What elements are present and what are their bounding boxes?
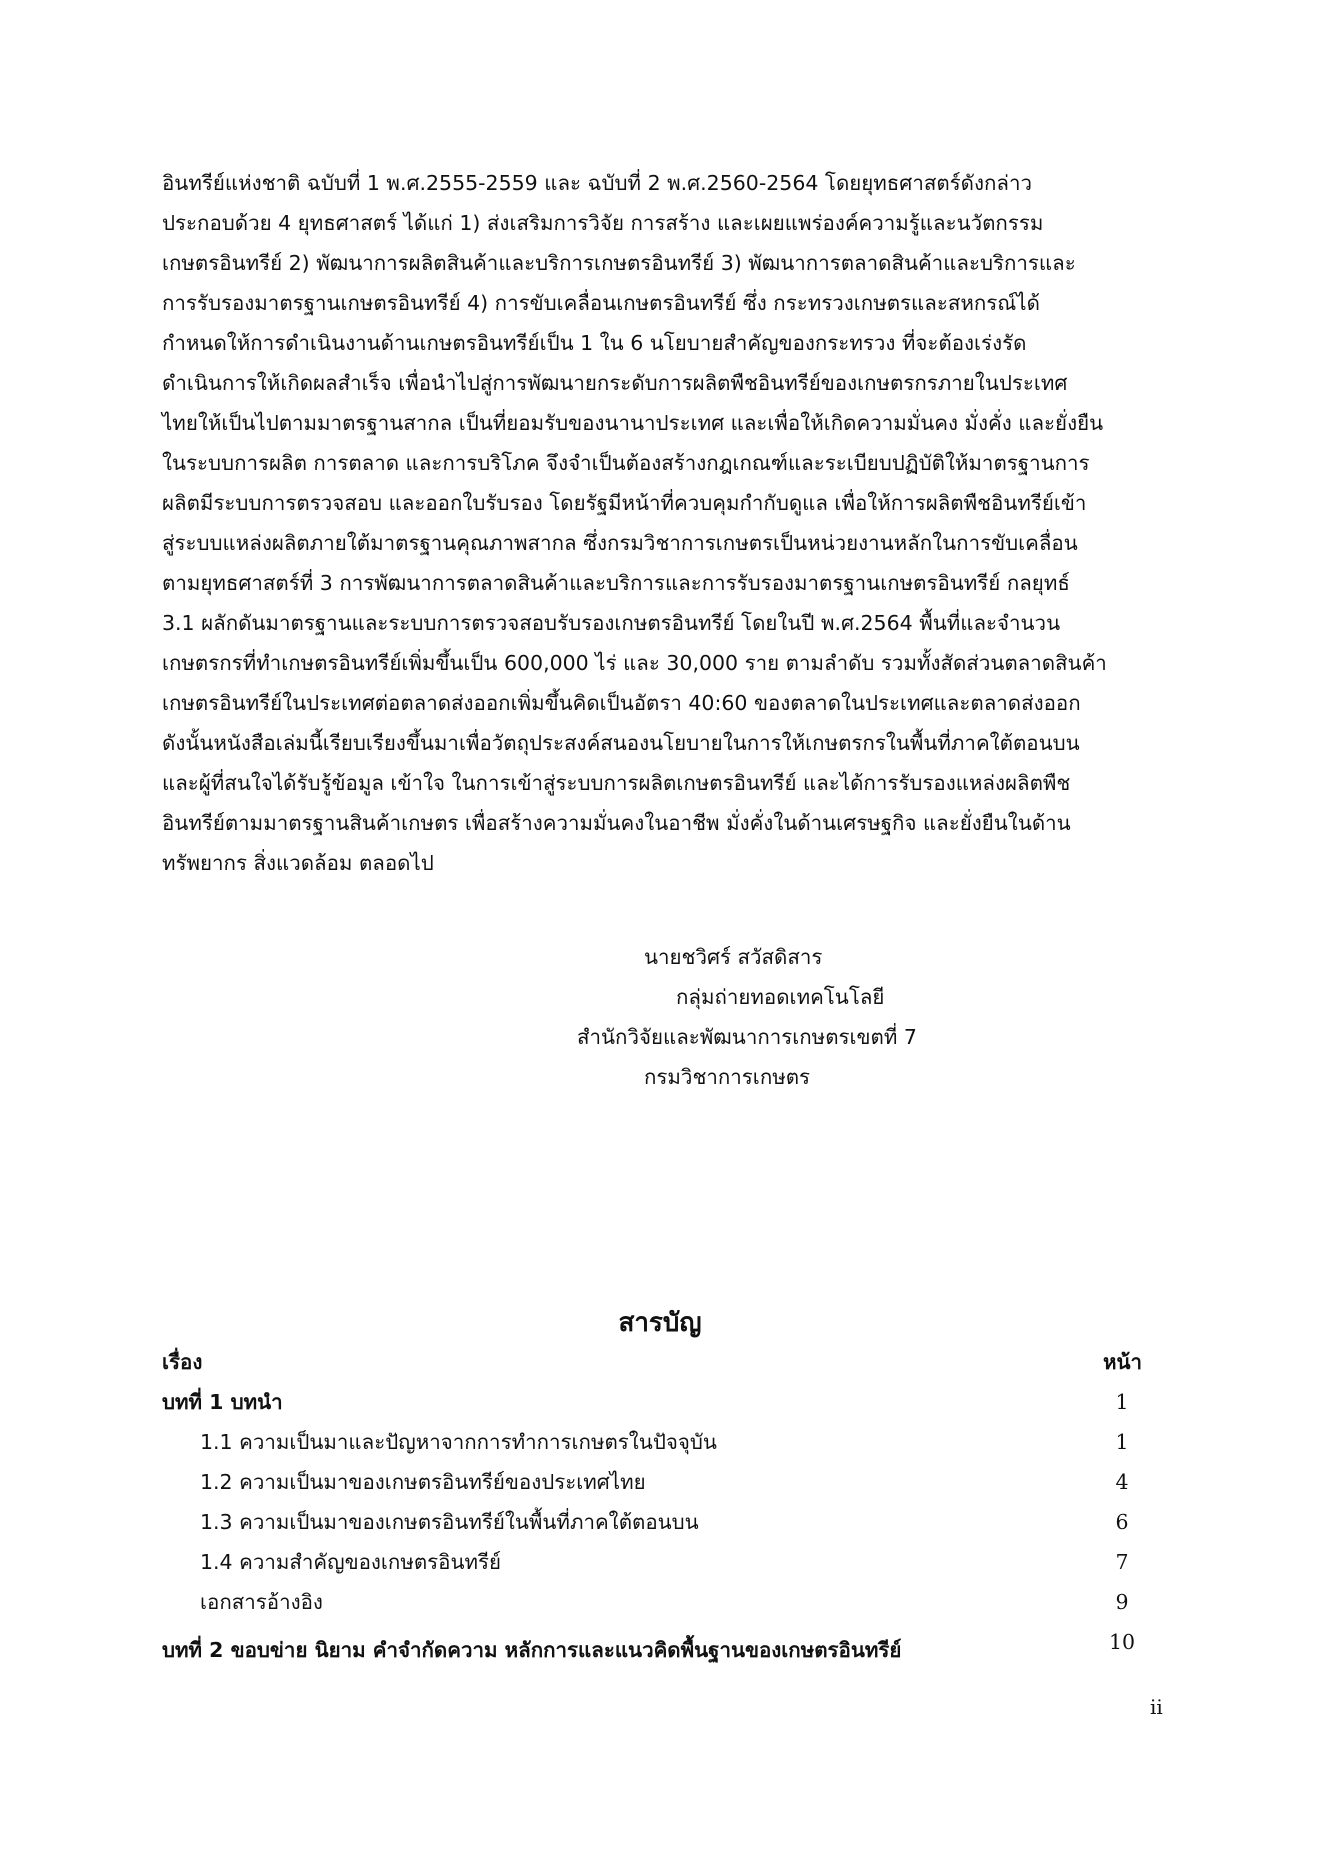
toc-entry-page: 6 [1115,1510,1129,1534]
paragraph-line: 3.1 ผลักดันมาตรฐานและระบบการตรวจสอบรับรองเกษตรอินทรีย์ โดยในปี พ.ศ.2564 พื้นที่และจำนวน [162,611,1061,635]
paragraph-line: ประกอบด้วย 4 ยุทธศาสตร์ ได้แก่ 1) ส่งเสริมการวิจัย การสร้าง และเผยแพร่องค์ความรู้และนวัตกรรม [162,211,1044,235]
toc-entry-title: บทที่ 2 ขอบข่าย นิยาม คำจำกัดความ หลักการและแนวคิดพื้นฐานของเกษตรอินทรีย์ [162,1638,902,1662]
paragraph-line: เกษตรกรที่ทำเกษตรอินทรีย์เพิ่มขึ้นเป็น 600,000 ไร่ และ 30,000 ราย ตามลำดับ รวมทั้งสัดส่วนตลาดสินค้า [162,651,1107,675]
paragraph-line: อินทรีย์แห่งชาติ ฉบับที่ 1 พ.ศ.2555-2559 และ ฉบับที่ 2 พ.ศ.2560-2564 โดยยุทธศาสตร์ดังกล่าว [162,171,1032,195]
toc-entry-1-3[interactable] [162,1502,1142,1542]
paragraph-line: การรับรองมาตรฐานเกษตรอินทรีย์ 4) การขับเคลื่อนเกษตรอินทรีย์ ซึ่ง กระทรวงเกษตรและสหกรณ์ได้ [162,291,1040,315]
toc-entry-title: เอกสารอ้างอิง [200,1590,323,1614]
paragraph-line: ตามยุทธศาสตร์ที่ 3 การพัฒนาการตลาดสินค้าและบริการและการรับรองมาตรฐานเกษตรอินทรีย์ กลยุทธ์ [162,571,1070,595]
signature-office: สำนักวิจัยและพัฒนาการเกษตรเขตที่ 7 [577,1025,917,1049]
paragraph-line: อินทรีย์ตามมาตรฐานสินค้าเกษตร เพื่อสร้างความมั่นคงในอาชีพ มั่งคั่งในด้านเศรษฐกิจ และยั่งยืนในด้าน [162,811,1071,835]
paragraph-line: ไทยให้เป็นไปตามมาตรฐานสากล เป็นที่ยอมรับของนานาประเทศ และเพื่อให้เกิดความมั่นคง มั่งคั่ง และยั่งยืน [162,411,1104,435]
toc-entry-references[interactable] [162,1582,1142,1622]
paragraph-line: กำหนดให้การดำเนินงานด้านเกษตรอินทรีย์เป็น 1 ใน 6 นโยบายสำคัญของกระทรวง ที่จะต้องเร่งรัด [162,331,1027,355]
toc-entry-page: 4 [1115,1470,1129,1494]
paragraph-line: ในระบบการผลิต การตลาด และการบริโภค จึงจำเป็นต้องสร้างกฎเกณฑ์และระเบียบปฏิบัติให้มาตรฐานการ [162,451,1090,475]
toc-title: สารบัญ [618,1308,702,1338]
toc-entry-page: 7 [1115,1550,1129,1574]
toc-entry-chapter-1[interactable] [162,1382,1142,1422]
signature-department: กรมวิชาการเกษตร [644,1065,811,1089]
paragraph-line: ดำเนินการให้เกิดผลสำเร็จ เพื่อนำไปสู่การพัฒนายกระดับการผลิตพืชอินทรีย์ของเกษตรกรภายในประเทศ [162,371,1068,395]
toc-page-header: หน้า [1102,1350,1142,1374]
page-number: ii [1150,1695,1163,1719]
toc-entry-1-4[interactable] [162,1542,1142,1582]
toc-entry-title: 1.2 ความเป็นมาของเกษตรอินทรีย์ของประเทศไทย [200,1470,646,1494]
paragraph-line: เกษตรอินทรีย์ในประเทศต่อตลาดส่งออกเพิ่มขึ้นคิดเป็นอัตรา 40:60 ของตลาดในประเทศและตลาดส่งออก [162,691,1081,715]
paragraph-line: ทรัพยากร สิ่งแวดล้อม ตลอดไป [162,851,434,875]
signature-name: นายชวิศร์ สวัสดิสาร [644,945,823,969]
toc-entry-title: บทที่ 1 บทนำ [162,1390,283,1414]
toc-entry-title: 1.3 ความเป็นมาของเกษตรอินทรีย์ในพื้นที่ภาคใต้ตอนบน [200,1510,699,1534]
toc-entry-page: 1 [1115,1430,1129,1454]
paragraph-line: ดังนั้นหนังสือเล่มนี้เรียบเรียงขึ้นมาเพื่อวัตถุประสงค์สนองนโยบายในการให้เกษตรกรในพื้นที่ภาคใต้ตอนบน [162,731,1080,755]
toc-entry-title: 1.4 ความสำคัญของเกษตรอินทรีย์ [200,1550,502,1574]
toc-entry-chapter-2[interactable] [162,1630,1142,1670]
toc-entry-1-1[interactable] [162,1422,1142,1462]
toc-header [162,1342,1142,1382]
toc-entry-title: 1.1 ความเป็นมาและปัญหาจากการทำการเกษตรในปัจจุบัน [200,1430,717,1454]
toc-subject-header: เรื่อง [162,1350,203,1374]
toc-entry-1-2[interactable] [162,1462,1142,1502]
paragraph-line: เกษตรอินทรีย์ 2) พัฒนาการผลิตสินค้าและบริการเกษตรอินทรีย์ 3) พัฒนาการตลาดสินค้าและบริการและ [162,251,1076,275]
toc-entry-page: 10 [1108,1630,1136,1654]
paragraph-line: ผลิตมีระบบการตรวจสอบ และออกใบรับรอง โดยรัฐมีหน้าที่ควบคุมกำกับดูแล เพื่อให้การผลิตพืชอินทรีย์เข้า [162,491,1087,515]
paragraph-line: และผู้ที่สนใจได้รับรู้ข้อมูล เข้าใจ ในการเข้าสู่ระบบการผลิตเกษตรอินทรีย์ และได้การรับรองแหล่งผลิตพืช [162,771,1071,795]
signature-group: กลุ่มถ่ายทอดเทคโนโลยี [676,985,885,1009]
paragraph-line: สู่ระบบแหล่งผลิตภายใต้มาตรฐานคุณภาพสากล ซึ่งกรมวิชาการเกษตรเป็นหน่วยงานหลักในการขับเคลื่อน [162,531,1078,555]
body-paragraph [162,163,1172,883]
toc-entry-page: 1 [1115,1390,1129,1414]
toc-entry-page: 9 [1115,1590,1129,1614]
